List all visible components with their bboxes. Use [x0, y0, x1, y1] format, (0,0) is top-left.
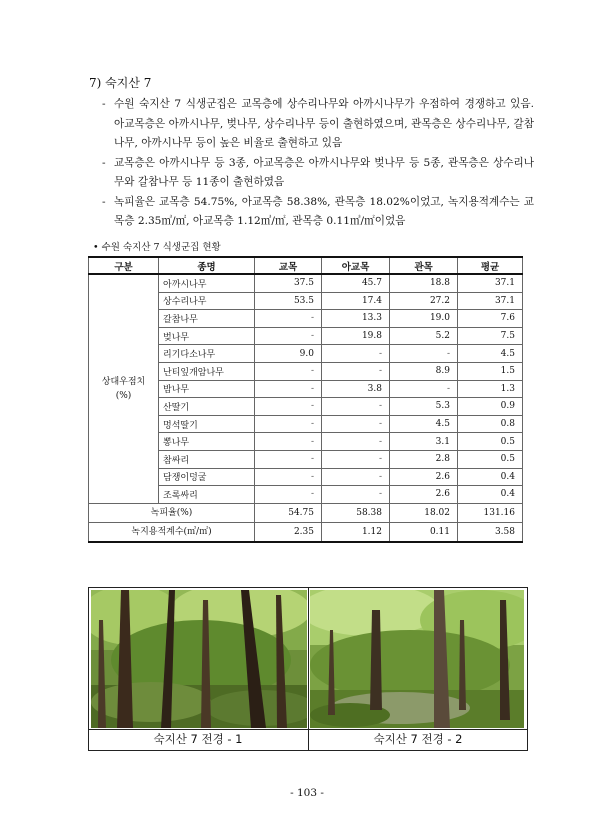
shrub-cell: 5.2	[390, 327, 458, 345]
species-cell: 상수리나무	[159, 292, 255, 310]
table-header-row	[89, 257, 523, 274]
photo-caption-1: 숙지산 7 전경 - 1	[153, 732, 243, 746]
subtree-cell: -	[322, 362, 390, 380]
summary-bullets	[102, 95, 534, 232]
avg-cell: 1.3	[458, 380, 523, 398]
coverage-tree: 54.75	[255, 503, 322, 522]
table-caption: • 수원 숙지산 7 식생군집 현황	[93, 242, 221, 253]
subtree-cell: 19.8	[322, 327, 390, 345]
page-number: - 103 -	[290, 787, 324, 799]
avg-cell: 0.4	[458, 486, 523, 504]
bullet-dash: -	[102, 195, 106, 208]
tree-cell: 37.5	[255, 274, 322, 292]
shrub-cell: -	[390, 345, 458, 363]
bullet-item	[102, 95, 534, 154]
shrub-cell: 3.1	[390, 433, 458, 451]
avg-cell: 1.5	[458, 362, 523, 380]
tree-cell: -	[255, 450, 322, 468]
bullet-dash: -	[102, 98, 106, 110]
photo-panel	[88, 587, 528, 751]
coverage-avg: 131.16	[458, 503, 523, 522]
volume-shrub: 0.11	[390, 522, 458, 542]
shrub-cell: -	[390, 380, 458, 398]
subtree-cell: -	[322, 468, 390, 486]
header-average: 평균	[458, 257, 523, 274]
header-subtree: 아교목	[322, 257, 390, 274]
volume-avg: 3.58	[458, 522, 523, 542]
tree-cell: -	[255, 380, 322, 398]
species-cell: 벚나무	[159, 327, 255, 345]
forest-photo-2	[310, 590, 524, 728]
section-title: 7) 숙지산 7	[89, 76, 152, 90]
bullet-item	[102, 193, 534, 232]
photo-caption-2: 숙지산 7 전경 - 2	[373, 732, 463, 746]
header-species: 종명	[159, 257, 255, 274]
subtree-cell: -	[322, 415, 390, 433]
coverage-label: 녹피율(%)	[89, 503, 255, 522]
species-cell: 난티잎개암나무	[159, 362, 255, 380]
header-category: 구분	[89, 257, 159, 274]
avg-cell: 0.4	[458, 468, 523, 486]
forest-photo-1-image	[91, 590, 307, 728]
tree-cell: 53.5	[255, 292, 322, 310]
subtree-cell: -	[322, 433, 390, 451]
bullet-text: 녹피율은 교목층 54.75%, 아교목층 58.38%, 관목층 18.02%이었고, 녹지용적계수는 교목층 2.35㎥/㎡, 아교목층 1.12㎥/㎡, 관목층 0.11㎥/㎡이었음	[114, 195, 534, 227]
shrub-cell: 19.0	[390, 310, 458, 328]
shrub-cell: 5.3	[390, 398, 458, 416]
subtree-cell: -	[322, 486, 390, 504]
bullet-dash: -	[102, 156, 106, 169]
shrub-cell: 2.8	[390, 450, 458, 468]
volume-tree: 2.35	[255, 522, 322, 542]
species-cell: 담쟁이덩굴	[159, 468, 255, 486]
avg-cell: 0.5	[458, 433, 523, 451]
tree-cell: 9.0	[255, 345, 322, 363]
species-cell: 조록싸리	[159, 486, 255, 504]
bullet-text: 수원 숙지산 7 식생군집은 교목층에 상수리나무와 아까시나무가 우점하여 경쟁하고 있음. 아교목층은 아까시나무, 벚나무, 상수리나무 등이 출현하였으며, 관목층은 상수리나무, 갈참나무, 아까시나무 등이 높은 비율로 출현하고 있음	[114, 98, 534, 149]
bullet-text: 교목층은 아까시나무 등 3종, 아교목층은 아까시나무와 벚나무 등 5종, 관목층은 상수리나무와 갈참나무 등 11종이 출현하였음	[114, 156, 534, 188]
species-cell: 참싸리	[159, 450, 255, 468]
avg-cell: 0.5	[458, 450, 523, 468]
tree-cell: -	[255, 310, 322, 328]
avg-cell: 7.5	[458, 327, 523, 345]
header-tree: 교목	[255, 257, 322, 274]
species-cell: 갈참나무	[159, 310, 255, 328]
table-row	[89, 274, 523, 292]
category-cell: 상대우점치 (%)	[89, 274, 159, 503]
shrub-cell: 2.6	[390, 486, 458, 504]
photo-divider	[308, 588, 309, 750]
subtree-cell: 17.4	[322, 292, 390, 310]
shrub-cell: 18.8	[390, 274, 458, 292]
subtree-cell: 45.7	[322, 274, 390, 292]
tree-cell: -	[255, 415, 322, 433]
species-cell: 리기다소나무	[159, 345, 255, 363]
species-cell: 멍석딸기	[159, 415, 255, 433]
coverage-subtree: 58.38	[322, 503, 390, 522]
vegetation-table	[88, 256, 523, 543]
volume-subtree: 1.12	[322, 522, 390, 542]
avg-cell: 7.6	[458, 310, 523, 328]
subtree-cell: -	[322, 398, 390, 416]
header-shrub: 관목	[390, 257, 458, 274]
shrub-cell: 27.2	[390, 292, 458, 310]
forest-photo-2-image	[310, 590, 524, 728]
volume-row	[89, 522, 523, 542]
forest-photo-1	[91, 590, 307, 728]
species-cell: 밤나무	[159, 380, 255, 398]
tree-cell: -	[255, 433, 322, 451]
species-cell: 뽕나무	[159, 433, 255, 451]
volume-label: 녹지용적계수(㎥/㎡)	[89, 522, 255, 542]
avg-cell: 37.1	[458, 292, 523, 310]
bullet-item	[102, 154, 534, 193]
subtree-cell: -	[322, 345, 390, 363]
avg-cell: 0.9	[458, 398, 523, 416]
tree-cell: -	[255, 327, 322, 345]
subtree-cell: 13.3	[322, 310, 390, 328]
shrub-cell: 2.6	[390, 468, 458, 486]
tree-cell: -	[255, 362, 322, 380]
coverage-shrub: 18.02	[390, 503, 458, 522]
shrub-cell: 8.9	[390, 362, 458, 380]
tree-cell: -	[255, 468, 322, 486]
shrub-cell: 4.5	[390, 415, 458, 433]
avg-cell: 0.8	[458, 415, 523, 433]
tree-cell: -	[255, 486, 322, 504]
avg-cell: 37.1	[458, 274, 523, 292]
avg-cell: 4.5	[458, 345, 523, 363]
subtree-cell: -	[322, 450, 390, 468]
coverage-row	[89, 503, 523, 522]
species-cell: 산딸기	[159, 398, 255, 416]
subtree-cell: 3.8	[322, 380, 390, 398]
caption-divider	[89, 729, 527, 730]
tree-cell: -	[255, 398, 322, 416]
species-cell: 아까시나무	[159, 274, 255, 292]
